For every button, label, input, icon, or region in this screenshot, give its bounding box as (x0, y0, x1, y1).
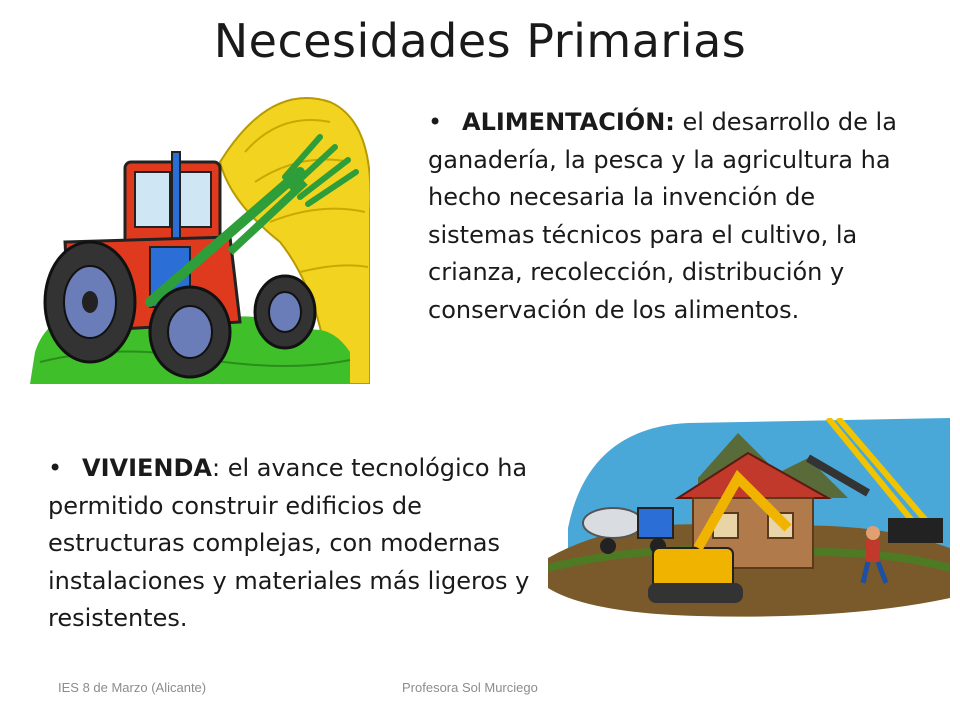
bullet-term: ALIMENTACIÓN: (462, 108, 675, 136)
bullet-text: el desarrollo de la ganadería, la pesca y la agricultura ha hecho necesaria la invención de sistemas técnicos para el cultivo, la crianza, recolección, distribución y conservación de los alimentos. (428, 108, 897, 324)
tractor-hay-illustration (30, 92, 370, 384)
construction-site-illustration (548, 418, 950, 620)
bullet-term: VIVIENDA (82, 454, 212, 482)
footer-author: Profesora Sol Murciego (402, 680, 538, 695)
bullet-marker: • (428, 108, 443, 136)
bullet-text: : el avance tecnológico ha permitido construir edificios de estructuras complejas, con modernas instalaciones y materiales más ligeros y resistentes. (48, 454, 530, 632)
footer-school: IES 8 de Marzo (Alicante) (58, 680, 207, 695)
bullet-alimentacion (428, 104, 898, 329)
bullet-vivienda (48, 450, 548, 638)
slide-title: Necesidades Primarias (213, 14, 747, 68)
bullet-marker: • (48, 454, 63, 482)
